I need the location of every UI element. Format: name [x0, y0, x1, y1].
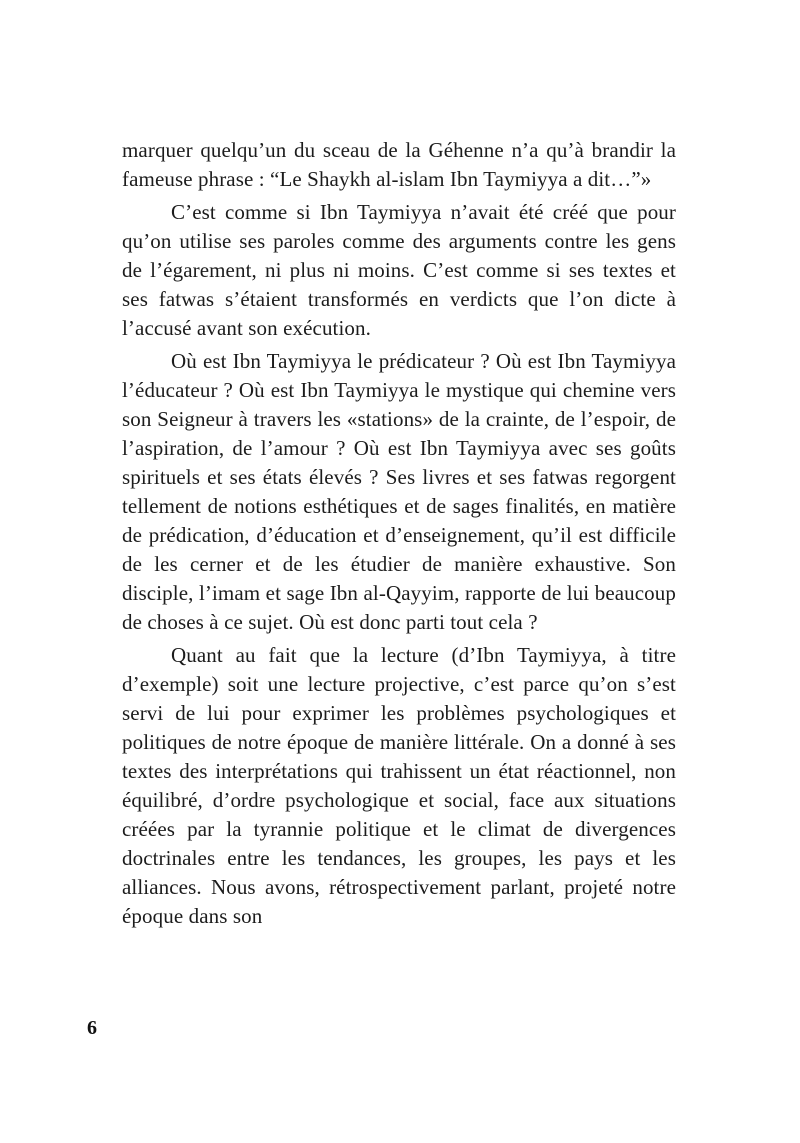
- page-number: 6: [87, 1017, 97, 1039]
- paragraph: Quant au fait que la lecture (d’Ibn Taymiyya, à titre d’exemple) soit une lecture projective, c’est parce qu’on s’est servi de lui pour exprimer les problèmes psychologiques et politiques de notre époque de manière littérale. On a donné à ses textes des interprétations qui trahissent un état réactionnel, non équilibré, d’ordre psychologique et social, face aux situations créées par la tyrannie politique et le climat de divergences doctrinales entre les tendances, les groupes, les pays et les alliances. Nous avons, rétrospectivement parlant, projeté notre époque dans son: [122, 643, 676, 928]
- body-text: [122, 136, 676, 935]
- paragraph: Où est Ibn Taymiyya le prédicateur ? Où est Ibn Taymiyya l’éducateur ? Où est Ibn Taymiyya le mystique qui chemine vers son Seigneur à travers les «stations» de la crainte, de l’espoir, de l’aspiration, de l’amour ? Où est Ibn Taymiyya avec ses goûts spirituels et ses états élevés ? Ses livres et ses fatwas regorgent tellement de notions esthétiques et de sages finalités, en matière de prédication, d’éducation et d’enseignement, qu’il est difficile de les cerner et de les étudier de manière exhaustive. Son disciple, l’imam et sage Ibn al-Qayyim, rapporte de lui beaucoup de choses à ce sujet. Où est donc parti tout cela ?: [122, 349, 676, 634]
- paragraph-continuation: marquer quelqu’un du sceau de la Géhenne n’a qu’à brandir la fameuse phrase : “Le Shaykh al-islam Ibn Taymiyya a dit…”»: [122, 138, 676, 191]
- paragraph: C’est comme si Ibn Taymiyya n’avait été créé que pour qu’on utilise ses paroles comme des arguments contre les gens de l’égarement, ni plus ni moins. C’est comme si ses textes et ses fatwas s’étaient transformés en verdicts que l’on dicte à l’accusé avant son exécution.: [122, 200, 676, 340]
